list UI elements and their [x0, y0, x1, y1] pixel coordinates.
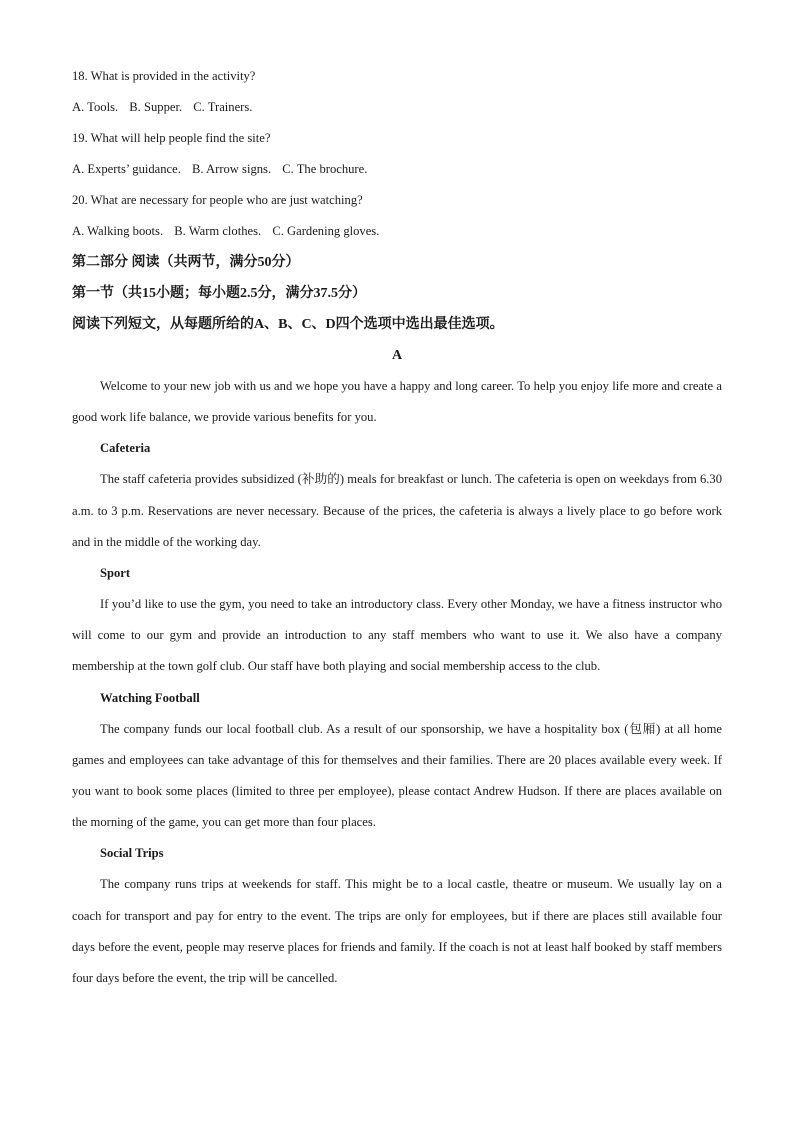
section-body-cafeteria: The staff cafeteria provides subsidized (补助的) meals for breakfast or lunch. The cafeteria is open on weekdays from 6.30 a.m. to 3 p.m. Reservations are never necessary. Because of the prices, the cafeteria is always a lively place to go before work and in the middle of the working day. [72, 472, 722, 549]
option-c: C. The brochure. [282, 162, 368, 176]
question-stem: 19. What will help people find the site? [72, 131, 271, 145]
option-b: B. Supper. [129, 100, 183, 114]
section-heading-watching-football: Watching Football [100, 690, 200, 705]
question-stem: 18. What is provided in the activity? [72, 69, 256, 83]
instruction: 阅读下列短文，从每题所给的A、B、C、D四个选项中选出最佳选项。 [72, 317, 504, 332]
option-b: B. Warm clothes. [174, 224, 262, 238]
section-heading-cafeteria: Cafeteria [100, 441, 151, 456]
part-title: 第二部分 阅读（共两节，满分50分） [72, 255, 300, 270]
question-20 [72, 185, 722, 247]
question-options [72, 92, 722, 123]
option-b: B. Arrow signs. [192, 162, 272, 176]
option-a: A. Tools. [72, 100, 119, 114]
sub-title: 第一节（共15小题；每小题2.5分，满分37.5分） [72, 286, 366, 301]
option-c: C. Gardening gloves. [272, 224, 380, 238]
section-heading-social-trips: Social Trips [100, 846, 164, 861]
question-18 [72, 61, 722, 123]
question-options [72, 154, 722, 185]
exam-page [72, 61, 722, 994]
section-body-watching-football: The company funds our local football club. As a result of our sponsorship, we have a hospitality box (包厢) at all home games and employees can take advantage of this for themselves and their families. There are 20 places available every week. If you want to book some places (limited to three per employee), please contact Andrew Hudson. If there are places available on the morning of the game, you can get more than four places. [72, 721, 722, 830]
section-body-social-trips: The company runs trips at weekends for staff. This might be to a local castle, theatre or museum. We usually lay on a coach for transport and pay for entry to the event. The trips are only for employees, but if there are places still available four days before the event, people may reserve places for friends and family. If the coach is not at least half booked by staff members four days before the event, the trip will be cancelled. [72, 877, 722, 986]
section-body-sport: If you’d like to use the gym, you need to take an introductory class. Every other Monday, we have a fitness instructor who will come to our gym and provide an introduction to any staff members who want to use it. We also have a company membership at the town golf club. Our staff have both playing and social membership access to the club. [72, 597, 722, 674]
question-options [72, 216, 722, 247]
option-c: C. Trainers. [193, 100, 253, 114]
passage-label: A [391, 348, 403, 363]
question-stem: 20. What are necessary for people who are just watching? [72, 193, 363, 207]
option-a: A. Experts’ guidance. [72, 162, 181, 176]
passage-intro: Welcome to your new job with us and we hope you have a happy and long career. To help you enjoy life more and create a good work life balance, we provide various benefits for you. [72, 379, 722, 425]
option-a: A. Walking boots. [72, 224, 164, 238]
question-19 [72, 123, 722, 185]
section-heading-sport: Sport [100, 566, 131, 581]
